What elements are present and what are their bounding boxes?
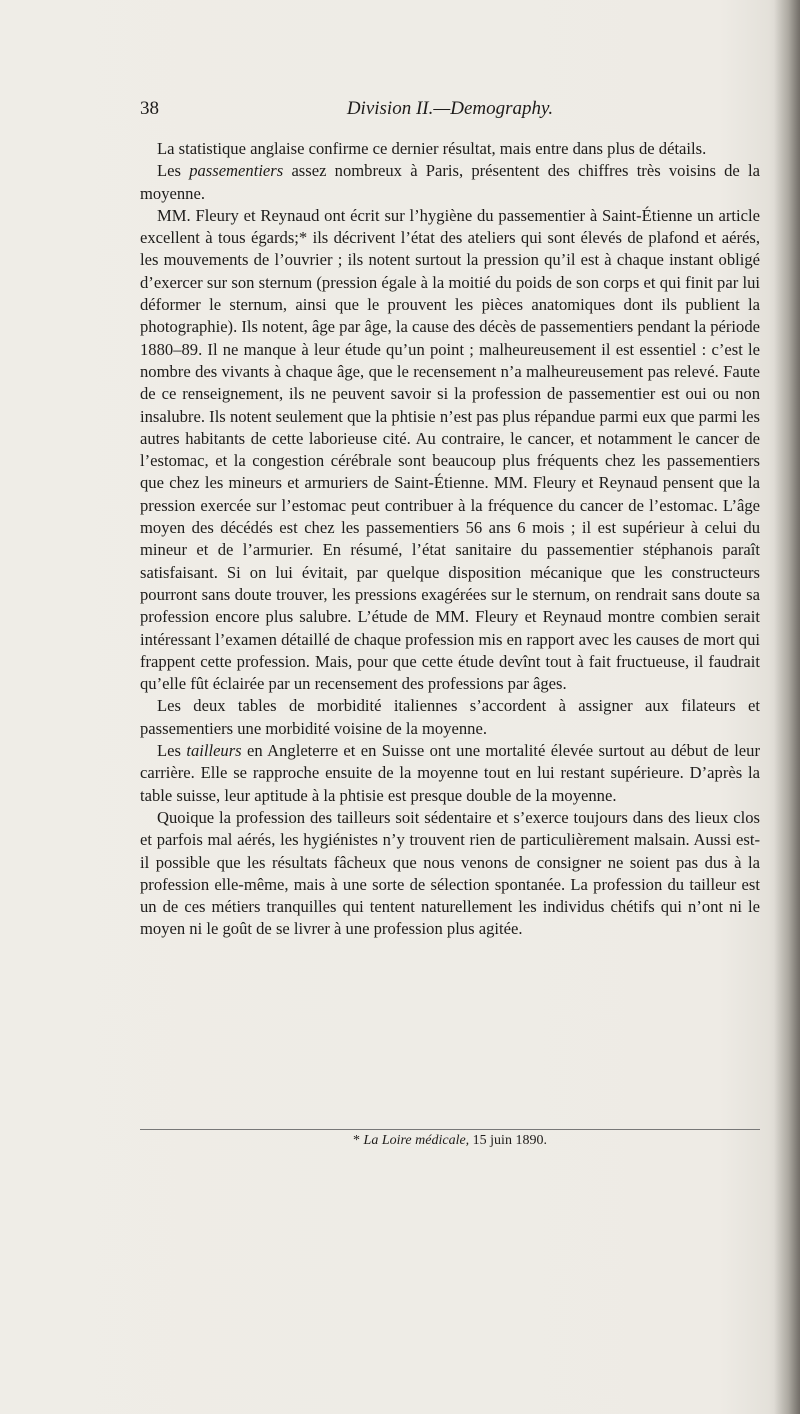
paragraph-text: Les deux tables de morbidité italiennes s’accordent à assigner aux filateurs et passementiers une morbidité voisine de la moyenne. xyxy=(140,696,760,738)
footnote-rule xyxy=(140,1129,760,1130)
paragraph xyxy=(140,695,760,740)
paragraph-text: assez nombreux à Paris, présentent des chiffres très voisins de la moyenne. xyxy=(140,161,760,203)
paragraph-text: en Angleterre et en Suisse ont une mortalité élevée surtout au début de leur carrière. Elle se rapproche ensuite de la moyenne tout en lui restant supérieure. D’après la table suisse, leur aptitude à la phtisie est presque double de la moyenne. xyxy=(140,741,760,805)
paragraph-text: Les xyxy=(157,161,190,181)
footnote-source: La Loire médicale, xyxy=(363,1133,470,1148)
running-title: Division II.—Demography. xyxy=(346,98,554,119)
paragraph xyxy=(140,807,760,941)
footnote-date: 15 juin 1890. xyxy=(472,1133,547,1148)
paragraph xyxy=(140,740,760,807)
page-number: 38 xyxy=(140,98,159,119)
page-header xyxy=(140,98,760,122)
paragraph-text: Les xyxy=(157,741,187,761)
paragraph xyxy=(140,205,760,696)
paragraph-text: Quoique la profession des tailleurs soit sédentaire et s’exerce toujours dans des lieux clos et parfois mal aérés, les hygiénistes n’y trouvent rien de particulièrement malsain. Aussi est-il possible que les résultats fâcheux que nous venons de consigner ne soient pas dus à la profession elle-même, mais à une sorte de sélection spontanée. La profession du tailleur est un de ces métiers tranquilles qui tentent naturellement les individus chétifs qui n’ont ni le moyen ni le goût de se livrer à une profession plus agitée. xyxy=(140,807,760,939)
footnote-marker: * xyxy=(353,1133,361,1148)
body-text xyxy=(140,138,760,941)
paragraph xyxy=(140,160,760,205)
paragraph-text: MM. Fleury et Reynaud ont écrit sur l’hygiène du passementier à Saint-Étienne un article excellent à tous égards;* ils décrivent l’état des ateliers qui sont élevés de plafond et aérés, les mouvements de l’ouvrier ; ils notent surtout la pression qu’il est à chaque instant obligé d’exercer sur son sternum (pression égale à la moitié du poids de son corps et qui finit par lui déformer le sternum, ainsi que le prouvent les pièces anatomiques dont ils publient la photographie). Ils notent, âge par âge, la cause des décès de passementiers pendant la période 1880–89. Il ne manque à leur étude qu’un point ; malheureusement il est essentiel : c’est le nombre des vivants à chaque âge, que le recensement n’a malheureusement pas relevé. Faute de ce renseignement, ils ne peuvent savoir si la profession de passementier est oui ou non insalubre. Ils notent seulement que la phtisie n’est pas plus répandue parmi eux que parmi les autres habitants de cette laborieuse cité. Au contraire, le cancer, et notamment le cancer de l’estomac, et la congestion cérébrale sont beaucoup plus fréquents chez les passementiers que chez les mineurs et armuriers de Saint-Étienne. MM. Fleury et Reynaud pensent que la pression exercée sur l’estomac peut contribuer à la fréquence du cancer de l’estomac. L’âge moyen des décédés est chez les passementiers 56 ans 6 mois ; il est supérieur à celui du mineur et de l’armurier. En résumé, l’état sanitaire du passementier stéphanois paraît satisfaisant. Si on lui évitait, par quelque disposition mécanique que les constructeurs pourront sans doute trouver, les pressions exagérées sur le sternum, on rendrait sans doute sa profession encore plus salubre. L’étude de MM. Fleury et Reynaud montre combien serait intéressant l’examen détaillé de chaque profession mis en rapport avec les causes de mort qui frappent cette profession. Mais, pour que cette étude devînt tout à fait fructueuse, il faudrait qu’elle fût éclairée par un recensement des professions par âges. xyxy=(140,205,760,694)
paragraph xyxy=(140,138,760,160)
footnote xyxy=(140,1133,760,1149)
paragraph-text: La statistique anglaise confirme ce dernier résultat, mais entre dans plus de détails. xyxy=(157,139,707,158)
italic-term: tailleurs xyxy=(186,741,242,761)
italic-term: passementiers xyxy=(189,161,284,181)
page-edge-shadow xyxy=(774,0,800,1414)
